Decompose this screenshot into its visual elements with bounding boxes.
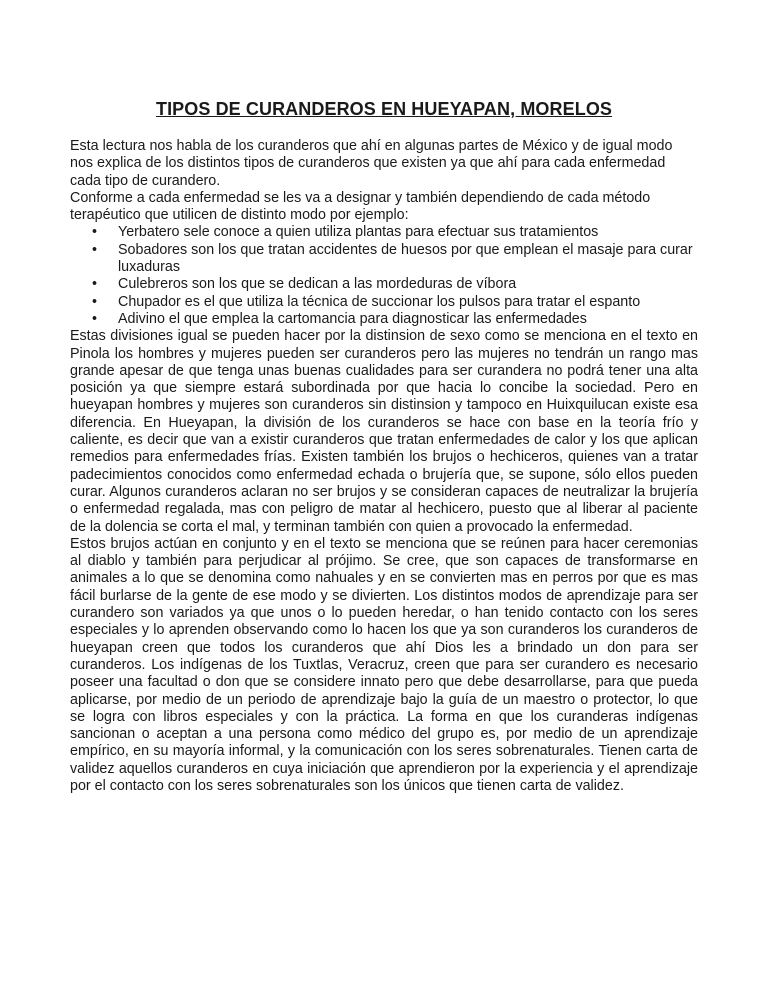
list-item-text: Yerbatero sele conoce a quien utiliza plantas para efectuar sus tratamientos [118,224,599,241]
list-item [70,224,698,241]
body-paragraph-2: Estos brujos actúan en conjunto y en el texto se menciona que se reúnen para hacer ceremonias al diablo y también para perjudicar al prójimo. Se cree, que son capaces de transformarse en animales a lo que se denomina como nahuales y en se convierten mas en perros por que es mas fácil burlarse de la gente de ese modo y se divierten. Los distintos modos de aprendizaje para ser curandero son variados ya que unos o lo pueden heredar, o han tenido contacto con los seres especiales y lo aprenden observando como lo hacen los que ya son curanderos los curanderos de hueyapan creen que todos los curanderos que ahí Dios les a brindado un don para ser curanderos. Los indígenas de los Tuxtlas, Veracruz, creen que para ser curandero es necesario poseer una facultad o don que se considere innato pero que debe desarrollarse, para que pueda aplicarse, por medio de un periodo de aprendizaje bajo la guía de un maestro o protector, lo que se logra con libros especiales y con la práctica. La forma en que los curanderas indígenas sancionan o aceptan a una persona como médico del grupo es, por medio de un aprendizaje empírico, en su mayoría informal, y la comunicación con los seres sobrenaturales. Tienen carta de validez aquellos curanderos en cuya iniciación que aprendieron por la experiencia y el aprendizaje por el contacto con los seres sobrenaturales son los únicos que tienen carta de validez. [70,535,698,794]
bullet-icon: • [92,241,98,258]
intro-paragraph-2: Conforme a cada enfermedad se les va a designar y también dependiendo de cada método terapéutico que utilicen de distinto modo por ejemplo: [70,189,651,224]
list-item-text: Sobadores son los que tratan accidentes de huesos por que emplean el masaje para curar luxaduras [118,241,693,276]
document-title: TIPOS DE CURANDEROS EN HUEYAPAN, MORELOS [155,99,613,119]
list-item-text: Culebreros son los que se dedican a las mordeduras de víbora [118,276,517,293]
list-item [70,276,698,293]
list-item-text: Chupador es el que utiliza la técnica de succionar los pulsos para tratar el espanto [118,293,641,310]
document-page [70,98,698,795]
bullet-icon: • [92,293,98,310]
list-item-text: Adivino el que emplea la cartomancia para diagnosticar las enfermedades [118,310,587,327]
bullet-icon: • [92,310,98,327]
bullet-icon: • [92,276,98,293]
bullet-icon: • [92,224,98,241]
curandero-types-list [70,224,698,328]
list-item [70,311,698,328]
intro-paragraph-1: Esta lectura nos habla de los curanderos que ahí en algunas partes de México y de igual modo nos explica de los distintos tipos de curanderos que existen ya que ahí para cada enfermedad cada tipo de curandero. [70,138,673,189]
list-item [70,242,698,277]
body-paragraph-1: Estas divisiones igual se pueden hacer por la distinsion de sexo como se menciona en el texto en Pinola los hombres y mujeres pueden ser curanderos pero las mujeres no tendrán un rango mas grande apesar de que tenga unas buenas cualidades para ser curandera no podrá tener una alta posición ya que siempre estará subordinada por que hacia lo concibe la sociedad. Pero en hueyapan hombres y mujeres son curanderos sin distinsion y tampoco en Huixquilucan existe esa diferencia. En Hueyapan, la división de los curanderos se hace con base en la teoría frío y caliente, es decir que van a existir curanderos que tratan enfermedades de calor y los que aplican remedios para enfermedades frías. Existen también los brujos o hechiceros, quienes van a tratar padecimientos conocidos como enfermedad echada o brujería que, se supone, sólo ellos pueden curar. Algunos curanderos aclaran no ser brujos y se consideran capaces de neutralizar la brujería o enfermedad regalada, mas con peligro de matar al hechicero, puesto que al liberar al paciente de la dolencia se corta el mal, y terminan también con quien a provocado la enfermedad. [70,328,698,535]
list-item [70,294,698,311]
